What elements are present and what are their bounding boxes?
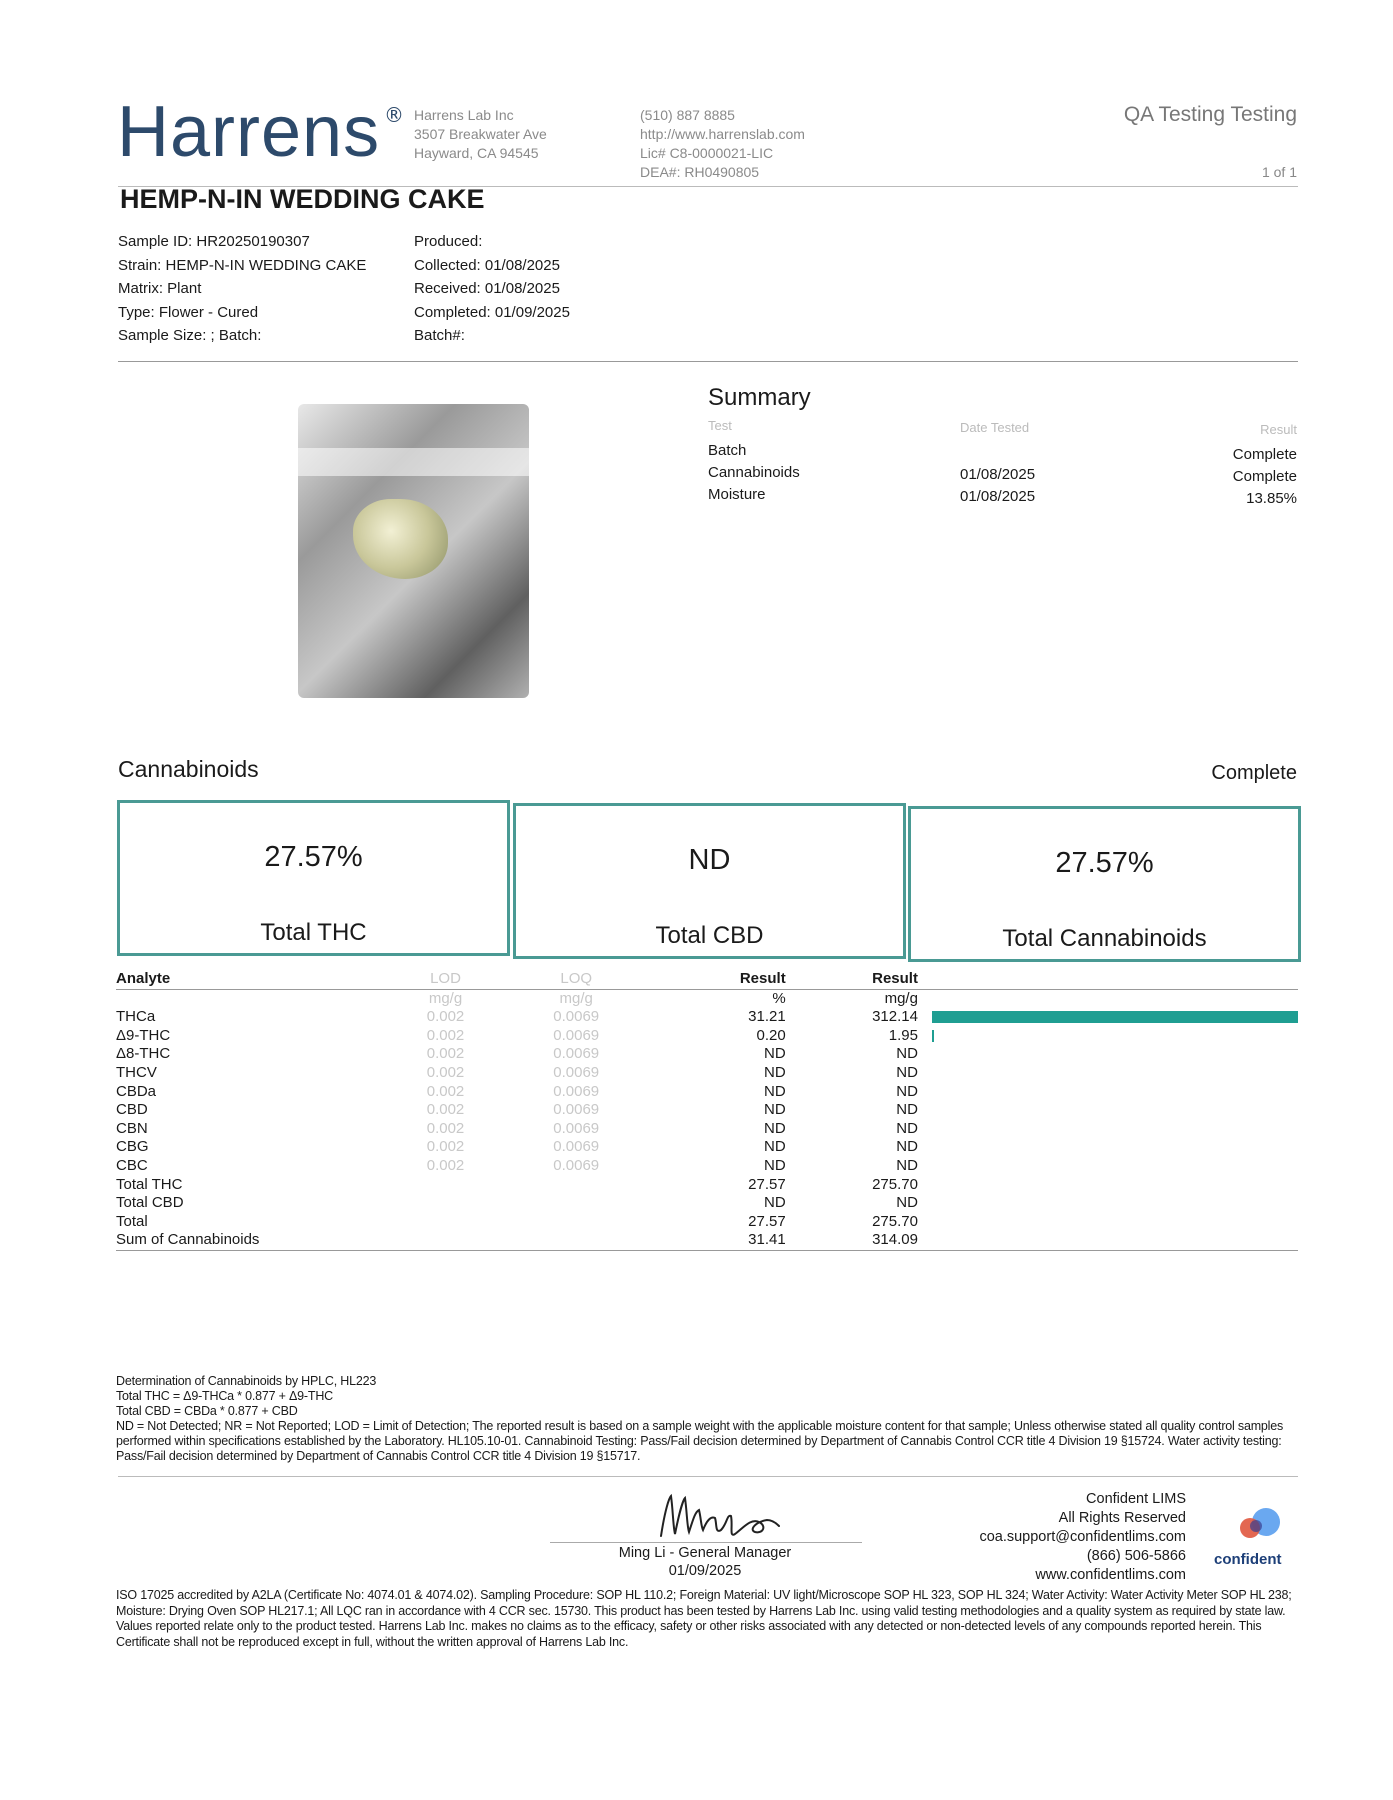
analyte-result-mg: ND [896, 1194, 918, 1212]
address-line-1: 3507 Breakwater Ave [414, 126, 547, 142]
analyte-result-mg: 1.95 [888, 1026, 918, 1044]
analyte-loq: 0.0069 [553, 1156, 600, 1174]
analyte-bar-cell [918, 1176, 1298, 1195]
analyte-lod [381, 1213, 511, 1232]
analyte-lod: 0.002 [426, 1045, 465, 1063]
sample-size: Sample Size: ; Batch: [118, 327, 262, 344]
analyte-result-pct: ND [764, 1138, 786, 1156]
total-cannabinoids-value: 27.57% [1055, 847, 1154, 879]
analyte-bar-cell [918, 1138, 1298, 1157]
analyte-bar-cell [918, 1194, 1298, 1213]
analyte-lod: 0.002 [426, 1063, 465, 1081]
analyte-name: CBC [116, 1156, 148, 1174]
table-row [116, 1157, 1298, 1176]
accreditation-footer: ISO 17025 accredited by A2LA (Certificate No: 4074.01 & 4074.02). Sampling Procedure: SOP HL 110.2; Foreign Material: UV light/Microscope SOP HL 323, SOP HL 324; Water Activity: Water Activity Meter SOP HL 238; Moisture: Drying Oven SOP HL217.1; All LQC ran in accordance with 4 CCR sec. 15730. This product has been tested by Harrens Lab Inc. using valid testing methodologies and a quality system as required by state law. Values reported relate only to the product tested. Harrens Lab Inc. makes no claims as to the efficacy, safety or other risks associated with any detected or non-detected levels of any compounds reported herein. This Certificate shall not be reproduced except in full, without the written approval of Harrens Lab Inc. [116, 1588, 1292, 1649]
analyte-bar-cell [918, 1120, 1298, 1139]
col-analyte: Analyte [116, 970, 171, 987]
lims-email[interactable]: coa.support@confidentlims.com [979, 1529, 1186, 1545]
analyte-loq [510, 1213, 641, 1232]
website-link[interactable]: http://www.harrenslab.com [640, 126, 805, 142]
analyte-lod: 0.002 [426, 1082, 465, 1100]
analyte-result-mg: 275.70 [872, 1175, 918, 1193]
summary-test-moisture: Moisture [708, 486, 766, 503]
table-header-row [116, 970, 1298, 989]
analyte-name: CBDa [116, 1082, 157, 1100]
table-row [116, 1083, 1298, 1102]
analyte-bar-cell [918, 1231, 1298, 1250]
lims-rights: All Rights Reserved [1058, 1510, 1186, 1526]
unit-pct: % [772, 989, 786, 1007]
analyte-bar-cell [918, 1213, 1298, 1232]
col-result-mg: Result [872, 970, 918, 987]
analyte-table [116, 970, 1298, 1251]
analyte-loq: 0.0069 [553, 1119, 600, 1137]
analyte-lod: 0.002 [426, 1156, 465, 1174]
signatory [550, 1545, 860, 1580]
analyte-loq [510, 1231, 641, 1250]
analyte-result-pct: ND [764, 1119, 786, 1137]
analyte-name: Total CBD [116, 1194, 184, 1212]
analyte-result-pct: 27.57 [748, 1212, 786, 1230]
analyte-result-mg: 312.14 [872, 1008, 918, 1026]
table-row [116, 1045, 1298, 1064]
analyte-loq: 0.0069 [553, 1045, 600, 1063]
type: Type: Flower - Cured [118, 303, 259, 321]
company-address [414, 106, 547, 163]
analyte-name: Δ9-THC [116, 1026, 171, 1044]
registered-mark: ® [384, 103, 404, 127]
strain: Strain: HEMP-N-IN WEDDING CAKE [118, 256, 367, 274]
table-row [116, 1027, 1298, 1046]
produced-date: Produced: [414, 233, 483, 250]
summary-test-cannabinoids: Cannabinoids [708, 464, 800, 481]
lims-phone: (866) 506-5866 [1086, 1548, 1186, 1564]
signature-line [550, 1542, 862, 1543]
analyte-lod: 0.002 [426, 1138, 465, 1156]
confident-logo-text: confident [1214, 1551, 1282, 1568]
unit-mg: mg/g [884, 989, 918, 1007]
analyte-bar-cell [918, 1027, 1298, 1046]
table-row [116, 1064, 1298, 1083]
table-row [116, 1120, 1298, 1139]
analyte-result-mg: ND [896, 1156, 918, 1174]
analyte-loq [510, 1194, 641, 1213]
analyte-loq: 0.0069 [553, 1026, 600, 1044]
summary-result-cannabinoids: Complete [1232, 468, 1297, 485]
analyte-name: THCV [116, 1063, 157, 1081]
bag-seal [298, 448, 529, 476]
table-row [116, 1194, 1298, 1213]
company-name: Harrens Lab Inc [414, 107, 514, 123]
analyte-name: THCa [116, 1008, 156, 1026]
batch-number: Batch#: [414, 327, 465, 344]
analyte-result-mg: ND [896, 1138, 918, 1156]
analyte-name: Δ8-THC [116, 1045, 171, 1063]
analyte-result-pct: ND [764, 1194, 786, 1212]
analyte-result-pct: ND [764, 1156, 786, 1174]
analyte-name: Total THC [116, 1175, 183, 1193]
total-thc-card [117, 800, 510, 956]
analyte-result-pct: ND [764, 1082, 786, 1100]
analyte-result-pct: ND [764, 1045, 786, 1063]
note-method: Determination of Cannabinoids by HPLC, HL223 [116, 1374, 377, 1388]
col-result-pct: Result [739, 970, 786, 987]
confident-logo-icon [1226, 1508, 1288, 1538]
units-row [116, 989, 1298, 1008]
table-row [116, 1213, 1298, 1232]
col-loq: LOQ [560, 970, 593, 987]
analyte-bar-cell [918, 1101, 1298, 1120]
lims-website[interactable]: www.confidentlims.com [1035, 1567, 1186, 1583]
note-legend: ND = Not Detected; NR = Not Reported; LOD = Limit of Detection; The reported result is based on a sample weight with the applicable moisture content for that sample; Unless otherwise stated all quality control samples performed within specifications established by the Laboratory. HL105.10-01. Cannabinoid Testing: Pass/Fail decision determined by Department of Cannabis Control CCR title 4 Division 19 §15724. Water activity testing: Pass/Fail decision determined by Department of Cannabis Control CCR title 4 Division 19 §15717. [116, 1419, 1284, 1463]
analyte-lod: 0.002 [426, 1119, 465, 1137]
analyte-loq: 0.0069 [553, 1101, 600, 1119]
analyte-result-pct: 31.41 [748, 1231, 786, 1249]
analyte-bar-cell [918, 1083, 1298, 1102]
method-notes [116, 1374, 1296, 1464]
col-bar [918, 970, 1298, 989]
completed-date: Completed: 01/09/2025 [414, 303, 570, 321]
table-row [116, 1176, 1298, 1195]
lims-name: Confident LIMS [1086, 1491, 1186, 1507]
unit-lod: mg/g [428, 989, 463, 1007]
table-row [116, 1138, 1298, 1157]
summary-date-moisture: 01/08/2025 [960, 488, 1036, 505]
analyte-result-pct: 27.57 [748, 1175, 786, 1193]
analyte-loq [510, 1176, 641, 1195]
analyte-result-mg: ND [896, 1045, 918, 1063]
analyte-lod [381, 1231, 511, 1250]
analyte-loq: 0.0069 [553, 1138, 600, 1156]
analyte-result-pct: ND [764, 1063, 786, 1081]
summary-result-batch: Complete [1232, 446, 1297, 463]
analyte-result-pct: ND [764, 1101, 786, 1119]
cannabinoids-title: Cannabinoids [118, 756, 259, 782]
sample-id: Sample ID: HR20250190307 [118, 233, 310, 250]
analyte-lod [381, 1176, 511, 1195]
dea-number: DEA#: RH0490805 [640, 164, 760, 180]
analyte-loq: 0.0069 [553, 1082, 600, 1100]
sample-meta-left [118, 230, 366, 348]
analyte-bar-cell [918, 1064, 1298, 1083]
flower-bud [353, 499, 448, 579]
analyte-result-pct: 0.20 [756, 1026, 786, 1044]
sample-meta-right [414, 230, 570, 348]
analyte-bar-cell [918, 1008, 1298, 1027]
unit-loq: mg/g [559, 989, 593, 1007]
analyte-body [116, 989, 1298, 1250]
total-cbd-value: ND [688, 844, 731, 876]
total-cbd-label: Total CBD [655, 922, 764, 949]
sample-photo [298, 404, 529, 698]
summary-date-cannabinoids: 01/08/2025 [960, 466, 1036, 483]
collected-date: Collected: 01/08/2025 [414, 256, 560, 274]
analyte-bar [932, 1011, 1298, 1023]
units-analyte [116, 989, 381, 1008]
analyte-lod: 0.002 [426, 1026, 465, 1044]
phone: (510) 887 8885 [640, 107, 735, 123]
summary-result-moisture: 13.85% [1246, 490, 1297, 507]
summary-col-result: Result [1260, 422, 1297, 437]
matrix: Matrix: Plant [118, 280, 202, 297]
analyte-name: CBN [116, 1119, 148, 1137]
analyte-lod: 0.002 [426, 1008, 465, 1026]
analyte-result-mg: 275.70 [872, 1212, 918, 1230]
col-lod: LOD [430, 970, 461, 987]
summary-test-batch: Batch [708, 442, 747, 459]
notes-divider [118, 1476, 1298, 1477]
received-date: Received: 01/08/2025 [414, 280, 560, 297]
table-row [116, 1008, 1298, 1027]
address-line-2: Hayward, CA 94545 [414, 145, 539, 161]
analyte-result-mg: ND [896, 1082, 918, 1100]
analyte-bar-cell [918, 1045, 1298, 1064]
page-number: 1 of 1 [1261, 164, 1297, 180]
license-number: Lic# C8-0000021-LIC [640, 145, 774, 161]
signature-image [655, 1490, 785, 1542]
analyte-name: CBG [116, 1138, 149, 1156]
total-cannabinoids-card [908, 806, 1301, 962]
sample-title: HEMP-N-IN WEDDING CAKE [120, 184, 485, 214]
summary-col-date: Date Tested [960, 420, 1030, 435]
units-bar [918, 989, 1298, 1008]
analyte-loq: 0.0069 [553, 1008, 600, 1026]
total-cbd-card [513, 803, 906, 959]
analyte-name: Sum of Cannabinoids [116, 1231, 260, 1249]
analyte-result-pct: 31.21 [748, 1008, 786, 1026]
analyte-result-mg: 314.09 [872, 1231, 918, 1249]
analyte-result-mg: ND [896, 1101, 918, 1119]
summary-col-test: Test [708, 418, 732, 433]
cannabinoids-status: Complete [1211, 762, 1297, 784]
summary-title: Summary [708, 384, 811, 411]
note-total-thc: Total THC = Δ9-THCa * 0.877 + Δ9-THC [116, 1389, 333, 1403]
lims-info [979, 1490, 1186, 1585]
signature-date: 01/09/2025 [668, 1562, 742, 1579]
note-total-cbd: Total CBD = CBDa * 0.877 + CBD [116, 1404, 298, 1418]
analyte-result-mg: ND [896, 1063, 918, 1081]
table-row [116, 1101, 1298, 1120]
total-thc-value: 27.57% [264, 841, 363, 873]
analyte-name: Total [116, 1212, 148, 1230]
analyte-loq: 0.0069 [553, 1063, 600, 1081]
report-title: QA Testing Testing [1123, 103, 1297, 126]
analyte-lod: 0.002 [426, 1101, 465, 1119]
analyte-name: CBD [116, 1101, 148, 1119]
total-cannabinoids-label: Total Cannabinoids [1002, 925, 1207, 952]
analyte-bar-cell [918, 1157, 1298, 1176]
company-contact [640, 106, 805, 182]
meta-divider [118, 361, 1298, 362]
signatory-name: Ming Li - General Manager [618, 1545, 792, 1561]
table-row [116, 1231, 1298, 1250]
harrens-logo: Harrens [117, 92, 381, 172]
total-thc-label: Total THC [260, 919, 367, 946]
analyte-result-mg: ND [896, 1119, 918, 1137]
analyte-bar [932, 1030, 934, 1042]
analyte-lod [381, 1194, 511, 1213]
